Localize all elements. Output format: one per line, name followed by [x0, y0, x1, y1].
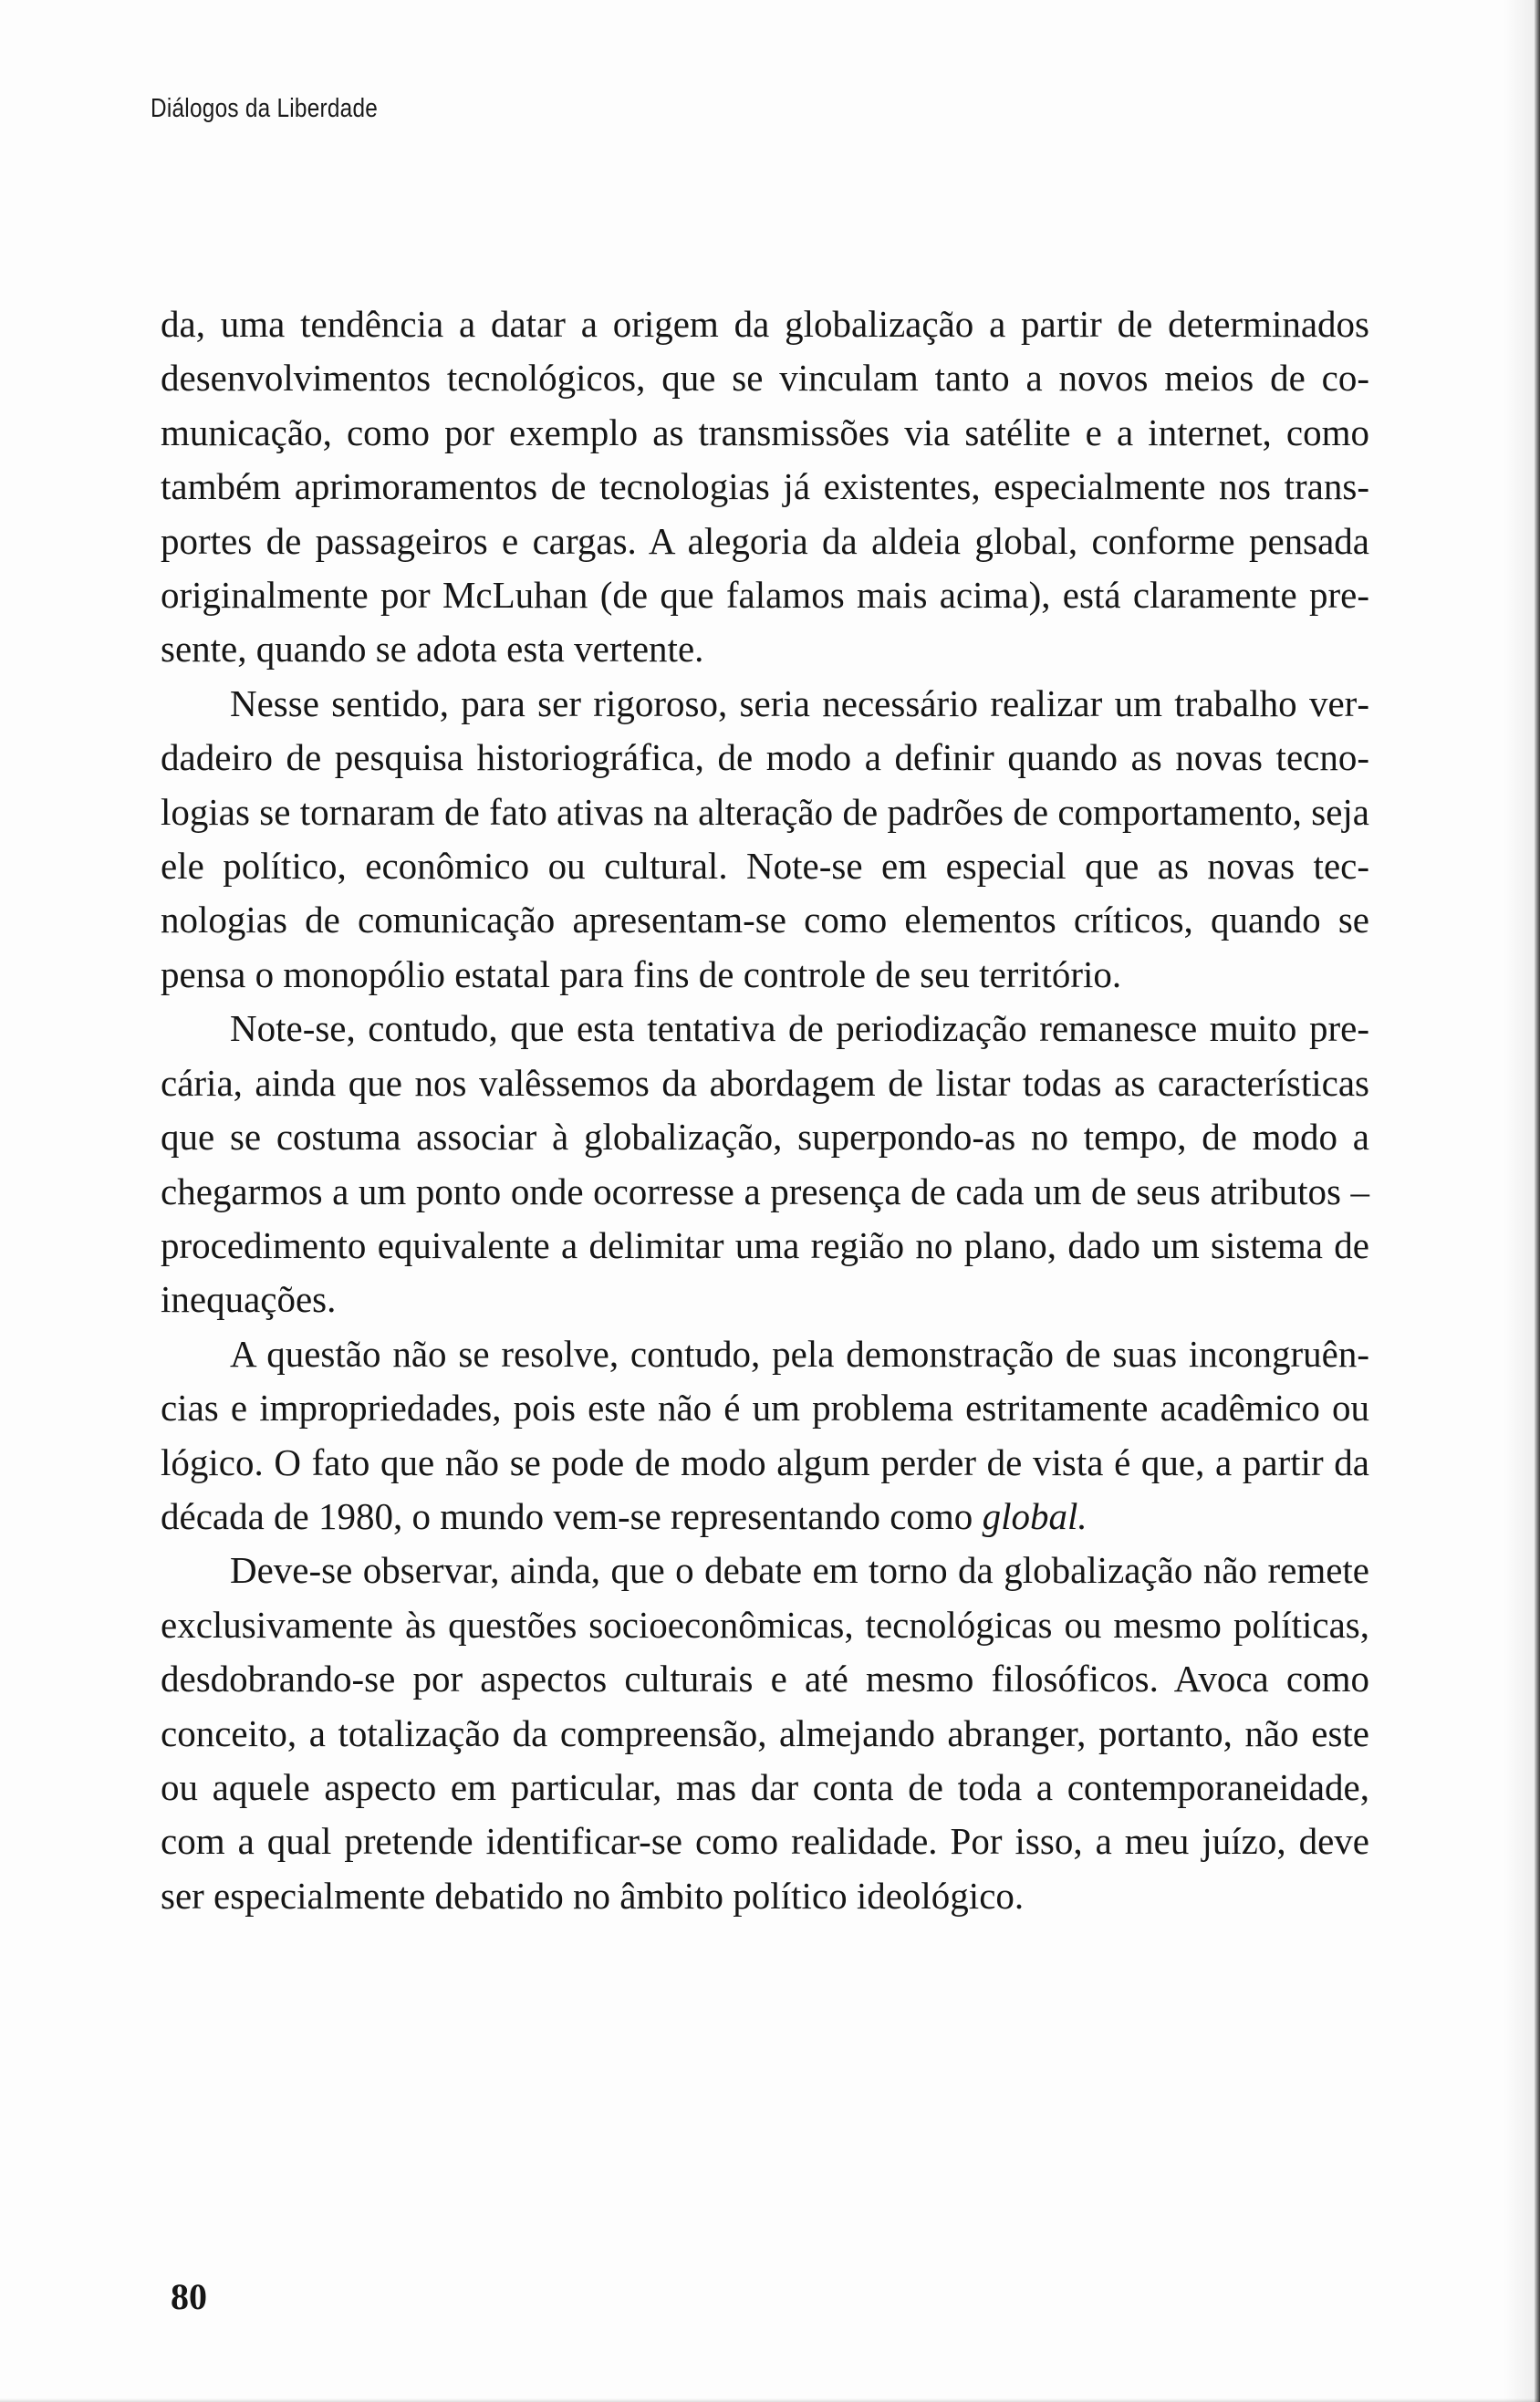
paragraph-1: da, uma tendência a datar a origem da globalização a partir de determinados desenvolvimentos tecnológicos, que se vinculam tanto a novos meios de comunicação, como por exemplo as transmissões via satélite e a internet, como também aprimoramentos de tecnologias já existentes, especialmente nos transportes de passageiros e cargas. A alegoria da aldeia global, conforme pensada originalmente por McLuhan (de que falamos mais acima), está claramente presente, quando se adota esta vertente. [161, 303, 1369, 671]
paragraph-5: Deve-se observar, ainda, que o debate em torno da globalização não remete exclusivamente às questões socioeconômicas, tecnológicas ou mesmo políticas, desdobrando-se por aspectos culturais e até mesmo filosóficos. Avoca como conceito, a totalização da compreensão, almejando abranger, portanto, não este ou aquele aspecto em particular, mas dar conta de toda a contemporaneidade, com a qual pretende identificar-se como realidade. Por isso, a meu juízo, deve ser especialmente debatido no âmbito político ideológico. [161, 1549, 1369, 1917]
emphasis-global: global. [982, 1494, 1087, 1537]
page-edge-shadow [1535, 0, 1540, 2402]
running-header: Diálogos da Liberdade [151, 94, 379, 123]
paragraph-4-text: A questão não se resolve, contudo, pela demonstração de suas incongruências e impropriedades, pois este não é um problema estritamente acadêmico ou lógico. O fato que não se pode de modo algum perder de vista é que, a partir da década de 1980, o mundo vem-se representando como [161, 1332, 1369, 1537]
paragraph-2: Nesse sentido, para ser rigoroso, seria necessário realizar um trabalho verdadeiro de pesquisa historiográfica, de modo a definir quando as novas tecnologias se tornaram de fato ativas na alteração de padrões de comportamento, seja ele político, econômico ou cultural. Note-se em especial que as novas tecnologias de comunicação apresentam-se como elementos críticos, quando se pensa o monopólio estatal para fins de controle de seu território. [161, 681, 1369, 995]
page-edge-fade [1504, 0, 1535, 2402]
page-number: 80 [171, 2276, 207, 2317]
body-text [161, 297, 1369, 1923]
page-bottom-edge [0, 2398, 1540, 2402]
paragraph-4 [161, 1327, 1369, 1544]
paragraph-3: Note-se, contudo, que esta tentativa de periodização remanesce muito precária, ainda que nos valêssemos da abordagem de listar todas as características que se costuma associar à globalização, superpondo-as no tempo, de modo a chegarmos a um ponto onde ocorresse a presença de cada um de seus atributos – procedimento equivalente a delimitar uma região no plano, dado um sistema de inequações. [161, 1007, 1369, 1321]
